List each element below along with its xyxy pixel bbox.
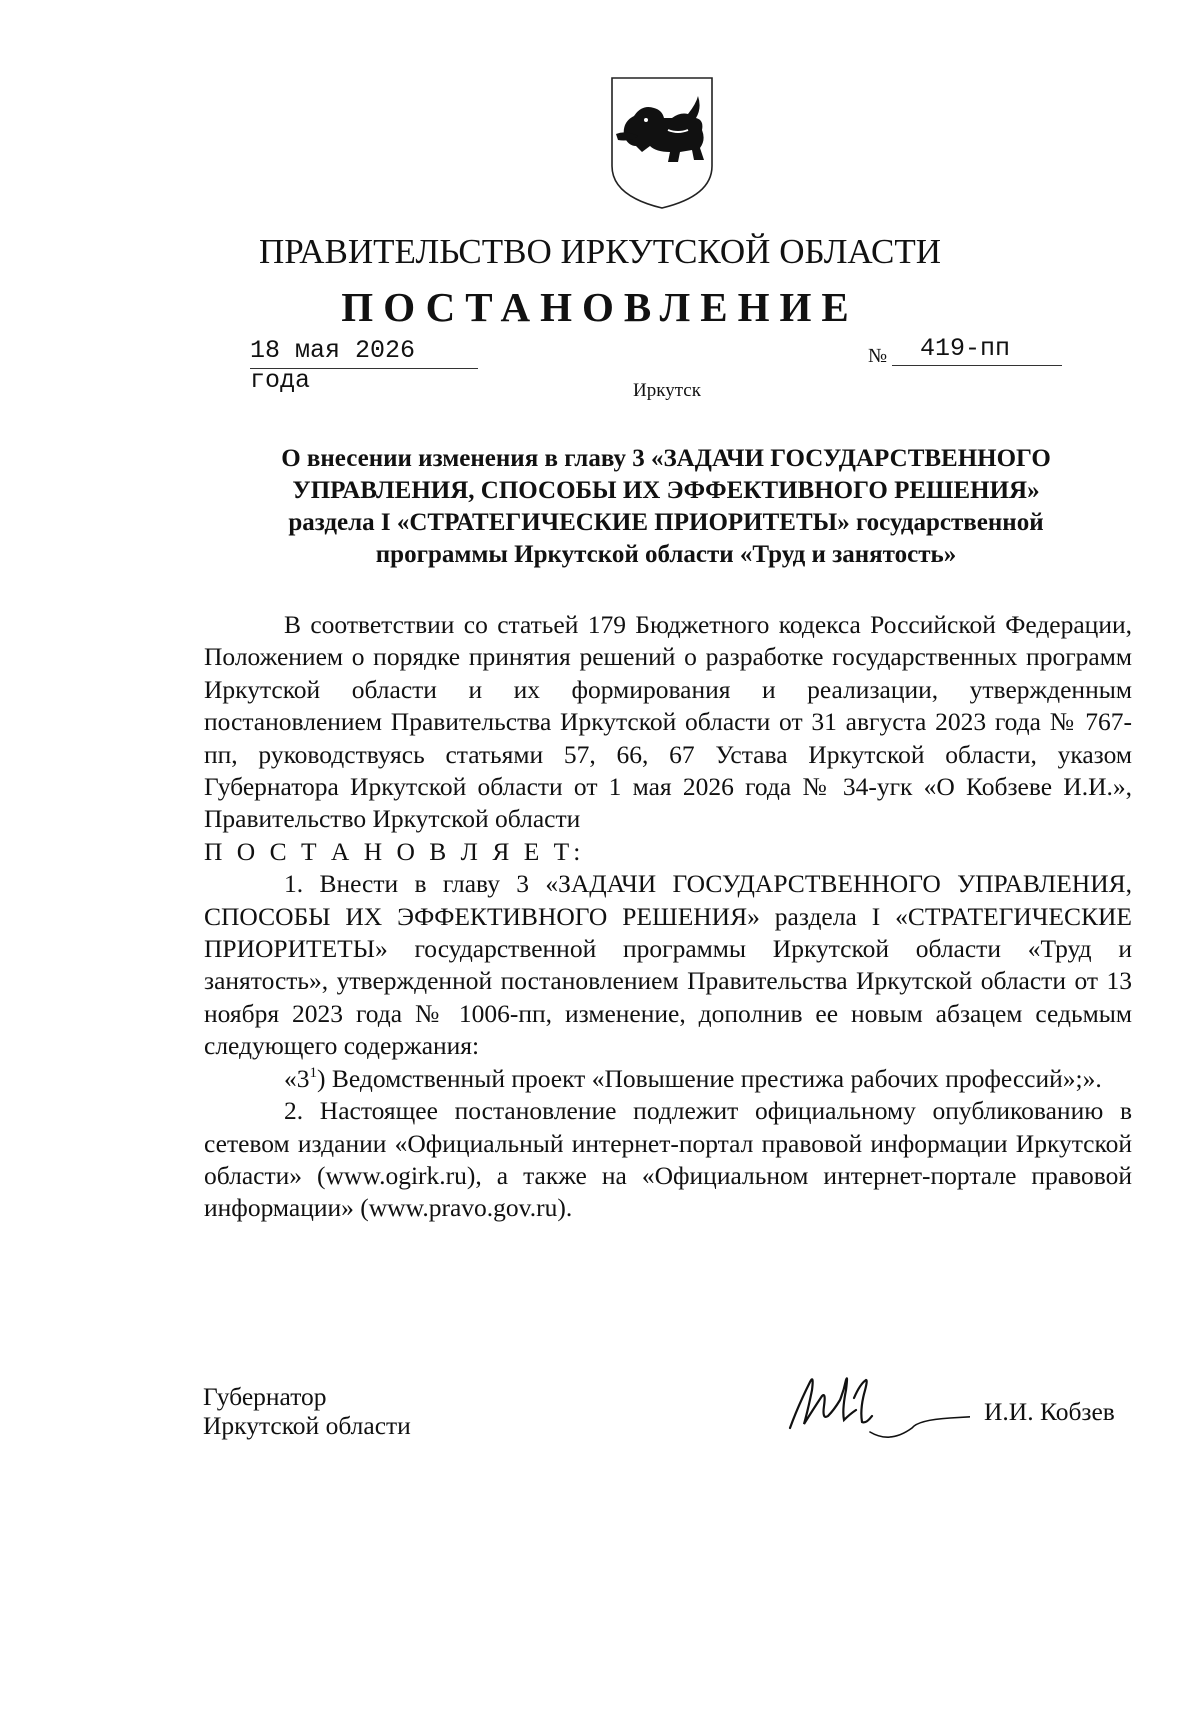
document-number: 419-пп	[892, 334, 1062, 366]
document-type: ПОСТАНОВЛЕНИЕ	[341, 284, 859, 330]
subject-line: раздела I «СТРАТЕГИЧЕСКИЕ ПРИОРИТЕТЫ» государственной	[288, 509, 1044, 536]
signatory-name: И.И. Кобзев	[984, 1397, 1115, 1426]
subject-line: УПРАВЛЕНИЯ, СПОСОБЫ ИХ ЭФФЕКТИВНОГО РЕШЕНИЯ»	[292, 477, 1040, 504]
quote-open: «3	[284, 1063, 310, 1093]
government-name: ПРАВИТЕЛЬСТВО ИРКУТСКОЙ ОБЛАСТИ	[259, 232, 941, 271]
signatory-title-line: Губернатор	[203, 1382, 327, 1411]
item-2-paragraph: 2. Настоящее постановление подлежит официальному опубликованию в сетевом издании «Официальный интернет-портал правовой информации Иркутской области» (www.ogirk.ru), а также на «Официальном интернет-портале правовой информации» (www.pravo.gov.ru).	[204, 1096, 1132, 1223]
quote-rest: ) Ведомственный проект «Повышение престижа рабочих профессий»;».	[317, 1063, 1102, 1093]
subject-line: программы Иркутской области «Труд и занятость»	[375, 541, 957, 568]
city: Иркутск	[633, 380, 701, 401]
number-label: №	[868, 345, 888, 367]
document-subject	[200, 443, 1132, 571]
preamble-paragraph: В соответствии со статьей 179 Бюджетного кодекса Российской Федерации, Положением о порядке принятия решений о разработке государственных программ Иркутской области и их формирования и реализации, утвержденным постановлением Правительства Иркутской области от 31 августа 2023 года № 767-пп, руководствуясь статьями 57, 66, 67 Устава Иркутской области, указом Губернатора Иркутской области от 1 мая 2026 года № 34-угк «О Кобзеве И.И.», Правительство Иркутской области	[204, 610, 1132, 834]
signatory-title-line: Иркутской области	[203, 1411, 411, 1440]
decree-word: П О С Т А Н О В Л Я Е Т:	[204, 836, 585, 866]
subject-line: О внесении изменения в главу 3 «ЗАДАЧИ ГОСУДАРСТВЕННОГО	[281, 445, 1051, 472]
coat-of-arms-icon	[608, 74, 716, 212]
quote-superscript: 1	[309, 1064, 317, 1081]
signatory-title	[203, 1382, 411, 1440]
document-date: 18 мая 2026 года	[250, 336, 478, 369]
document-body	[204, 609, 1132, 1225]
item-1-paragraph: 1. Внести в главу 3 «ЗАДАЧИ ГОСУДАРСТВЕННОГО УПРАВЛЕНИЯ, СПОСОБЫ ИХ ЭФФЕКТИВНОГО РЕШЕНИЯ» раздела I «СТРАТЕГИЧЕСКИЕ ПРИОРИТЕТЫ» государственной программы Иркутской области «Труд и занятость», утвержденной постановлением Правительства Иркутской области от 13 ноября 2023 года № 1006-пп, изменение, дополнив ее новым абзацем седьмым следующего содержания:	[204, 869, 1132, 1061]
quoted-paragraph	[204, 1063, 1132, 1095]
signature-mark	[770, 1350, 970, 1445]
